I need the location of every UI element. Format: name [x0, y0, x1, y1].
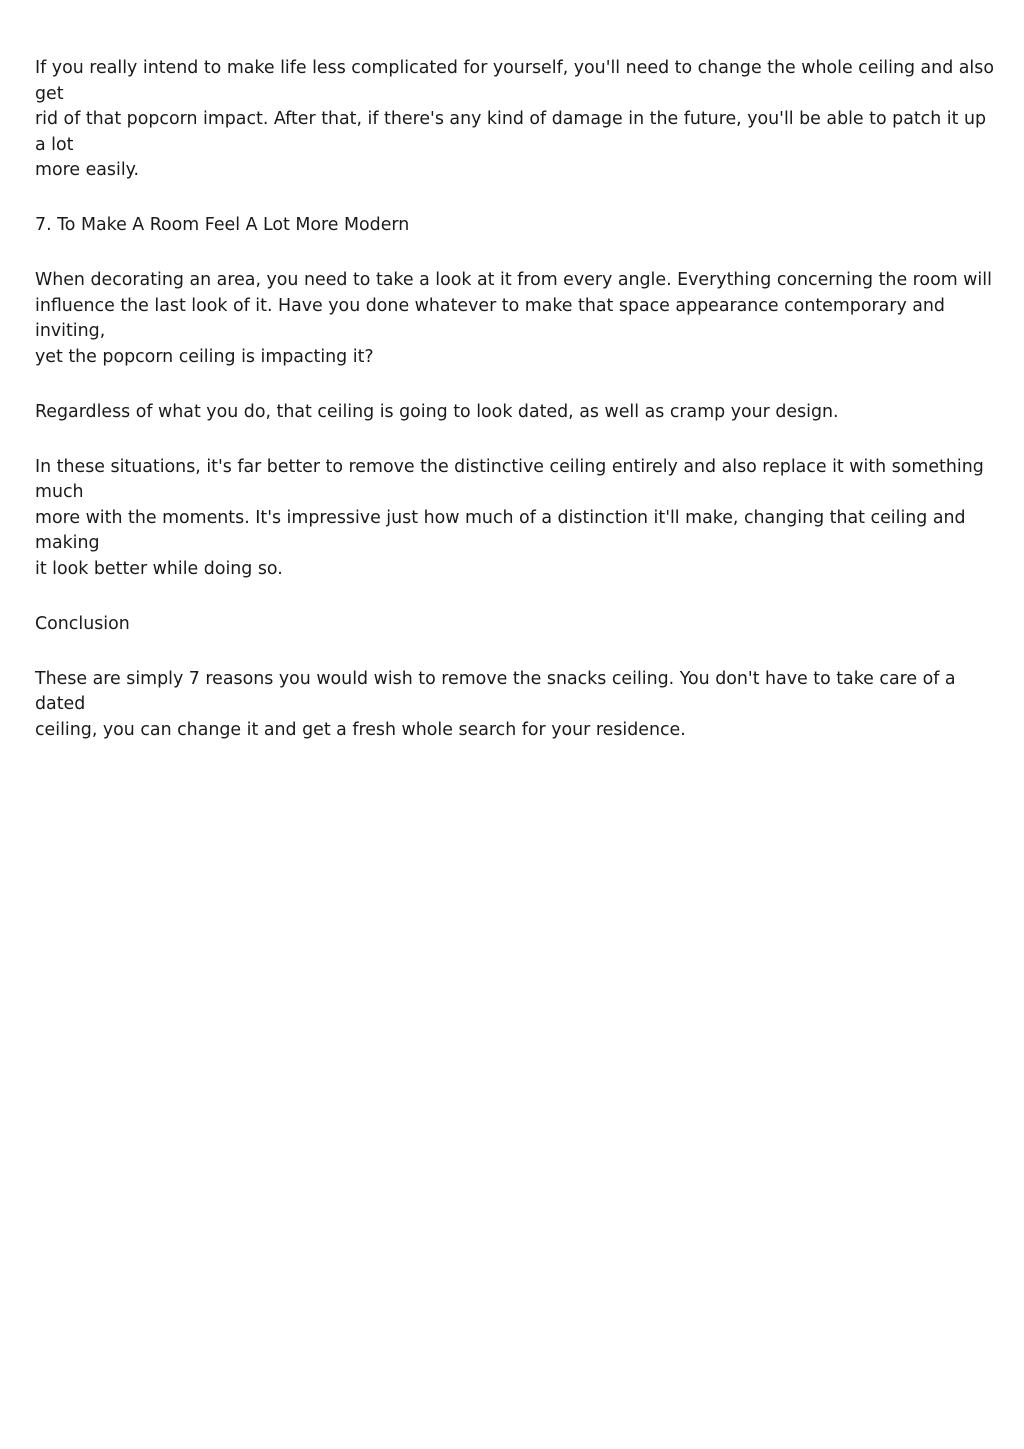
paragraph-decorating: When decorating an area, you need to take a look at it from every angle. Everything concerning the room will influence the last look of it. Have you done whatever to make that space appearance contemporary and inviting, yet the popcorn ceiling is impacting it?	[35, 270, 992, 367]
section-heading-modern: 7. To Make A Room Feel A Lot More Modern	[35, 215, 410, 235]
paragraph-popcorn-replace: If you really intend to make life less complicated for yourself, you'll need to change the whole ceiling and also get rid of that popcorn impact. After that, if there's any kind of damage in the future, you'll be able to patch it up a lot more easily.	[35, 58, 994, 180]
document-body	[35, 56, 995, 773]
paragraph-situations: In these situations, it's far better to remove the distinctive ceiling entirely and also replace it with something much more with the moments. It's impressive just how much of a distinction it'll make, changing that ceiling and making it look better while doing so.	[35, 456, 984, 579]
paragraph-dated: Regardless of what you do, that ceiling is going to look dated, as well as cramp your design.	[35, 401, 839, 422]
section-heading-conclusion: Conclusion	[35, 613, 130, 634]
paragraph-conclusion: These are simply 7 reasons you would wish to remove the snacks ceiling. You don't have to take care of a dated ceiling, you can change it and get a fresh whole search for your residence.	[35, 668, 956, 740]
